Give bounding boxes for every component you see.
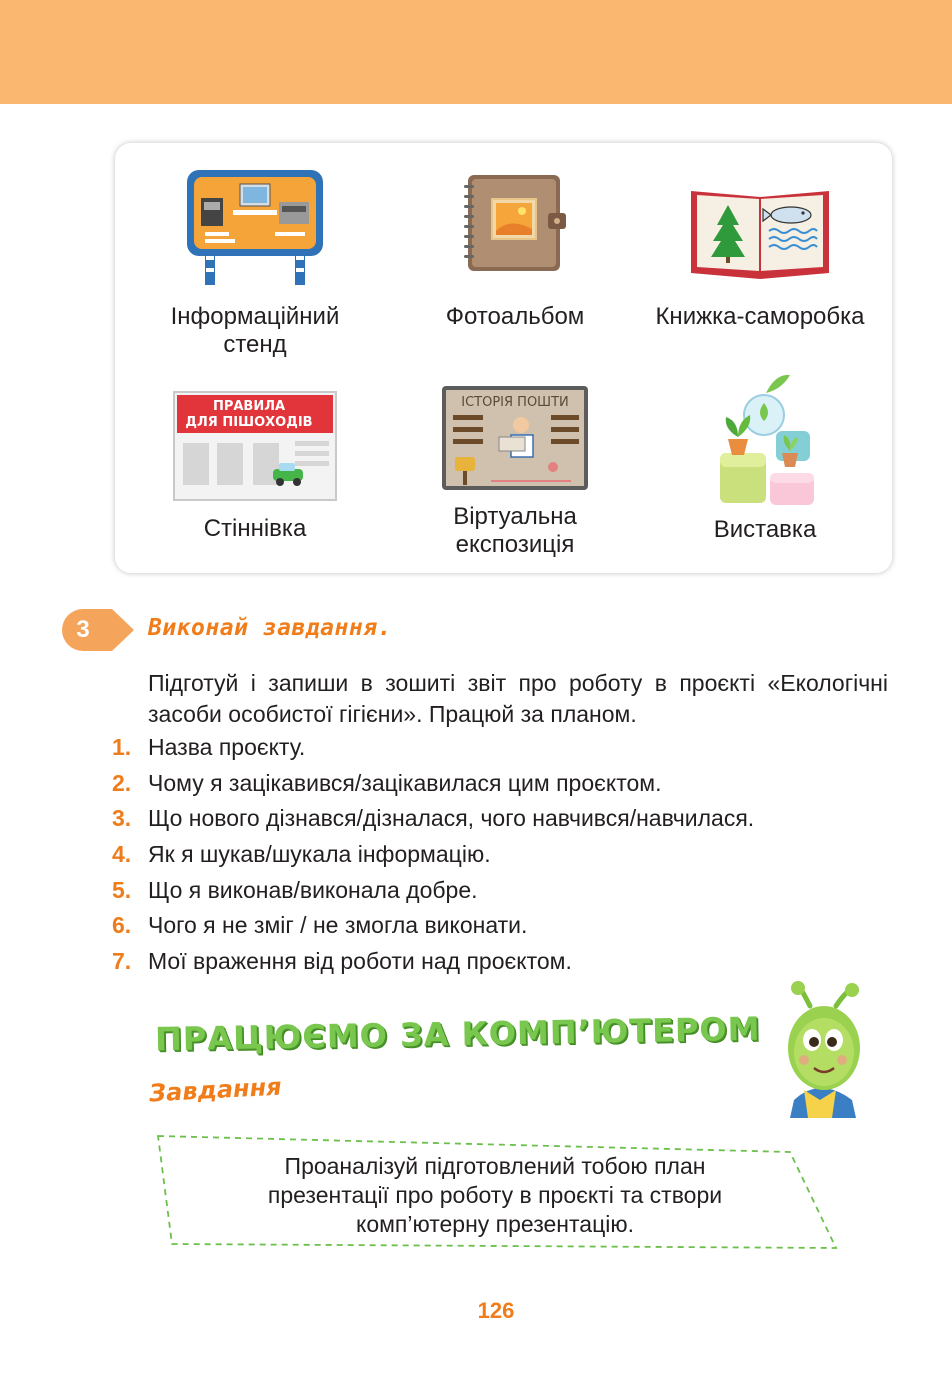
handmade-book-icon: [687, 183, 833, 279]
plan-item-text: Що я виконав/виконала добре.: [148, 876, 478, 903]
list-item: [112, 839, 892, 875]
mascot-icon: [770, 980, 870, 1120]
plan-item-text: Чого я не зміг / не змогла виконати.: [148, 912, 528, 939]
computer-task-text: [170, 1152, 820, 1239]
plan-item-text: Що нового дізнався/дізналася, чого навчився/навчилася.: [148, 805, 755, 832]
list-item: [112, 875, 892, 911]
form-label-virtual-exhibition: [415, 503, 615, 559]
form-label-line: Книжка-саморобка: [655, 303, 865, 330]
form-item-exhibition: [685, 369, 845, 509]
form-item-handmade-book: [660, 183, 860, 383]
list-item: [112, 946, 892, 982]
plan-item-text: Мої враження від роботи над проєктом.: [148, 948, 572, 975]
form-label-line: експозиція: [455, 531, 575, 558]
list-item: [112, 910, 892, 946]
computer-task-line: Проаналізуй підготовлений тобою план: [284, 1153, 706, 1179]
info-stand-icon: [185, 168, 325, 286]
screen-title: ІСТОРІЯ ПОШТИ: [461, 395, 569, 410]
plan-item-number: 2.: [112, 769, 132, 796]
computer-section-title: ПРАЦЮЄМО ЗА КОМП’ЮТЕРОМ: [154, 1009, 761, 1059]
form-label-wall-newspaper: [155, 515, 355, 543]
form-label-info-stand: [155, 303, 355, 359]
plan-item-text: Чому я зацікавився/зацікавилася цим проєктом.: [148, 769, 662, 796]
task-title: Виконай завдання.: [148, 615, 392, 641]
list-item: [112, 803, 892, 839]
plan-item-text: Як я шукав/шукала інформацію.: [148, 841, 491, 868]
form-label-line: Інформаційний: [170, 303, 340, 330]
virtual-exhibition-icon: [441, 385, 589, 491]
task-intro: Підготуй і запиши в зошиті звіт про роботу в проєкті «Екологічні засоби особистої гігієни». Працюй за планом.: [148, 670, 888, 727]
exhibition-icon: [700, 369, 830, 509]
header-band: [0, 0, 952, 104]
form-label-line: Віртуальна: [453, 503, 577, 530]
form-item-virtual-exhibition: [415, 385, 615, 505]
list-item: [112, 768, 892, 804]
form-label-handmade-book: [645, 303, 875, 331]
photo-album-icon: [460, 173, 570, 273]
form-label-line: стенд: [223, 331, 287, 358]
task-number: 3: [76, 616, 90, 643]
form-item-photo-album: [415, 173, 615, 373]
report-plan-list: [112, 732, 892, 982]
form-item-wall-newspaper: [155, 391, 355, 511]
presentation-forms-card: [115, 143, 892, 573]
plan-item-number: 3.: [112, 805, 132, 832]
plan-item-number: 1.: [112, 734, 132, 760]
wall-newspaper-icon: [173, 391, 337, 501]
plan-item-text: Назва проєкту.: [148, 734, 306, 760]
plan-item-number: 6.: [112, 912, 132, 939]
plan-item-number: 5.: [112, 876, 132, 903]
plan-item-number: 7.: [112, 948, 132, 975]
form-label-line: Стіннівка: [203, 515, 307, 542]
page-number: 126: [477, 1298, 515, 1323]
form-label-line: Фотоальбом: [445, 303, 585, 330]
poster-title-line-1: ПРАВИЛА: [212, 399, 286, 414]
poster-title-line-2: ДЛЯ ПІШОХОДІВ: [185, 415, 313, 430]
form-label-photo-album: [415, 303, 615, 331]
form-label-line: Виставка: [713, 516, 817, 543]
computer-task-line: комп’ютерну презентацію.: [356, 1211, 634, 1237]
plan-item-number: 4.: [112, 841, 132, 868]
list-item: [112, 732, 892, 768]
form-label-exhibition: [665, 516, 865, 544]
computer-task-line: презентації про роботу в проєкті та створи: [267, 1182, 723, 1208]
computer-section-subtitle: Завдання: [148, 1072, 283, 1108]
